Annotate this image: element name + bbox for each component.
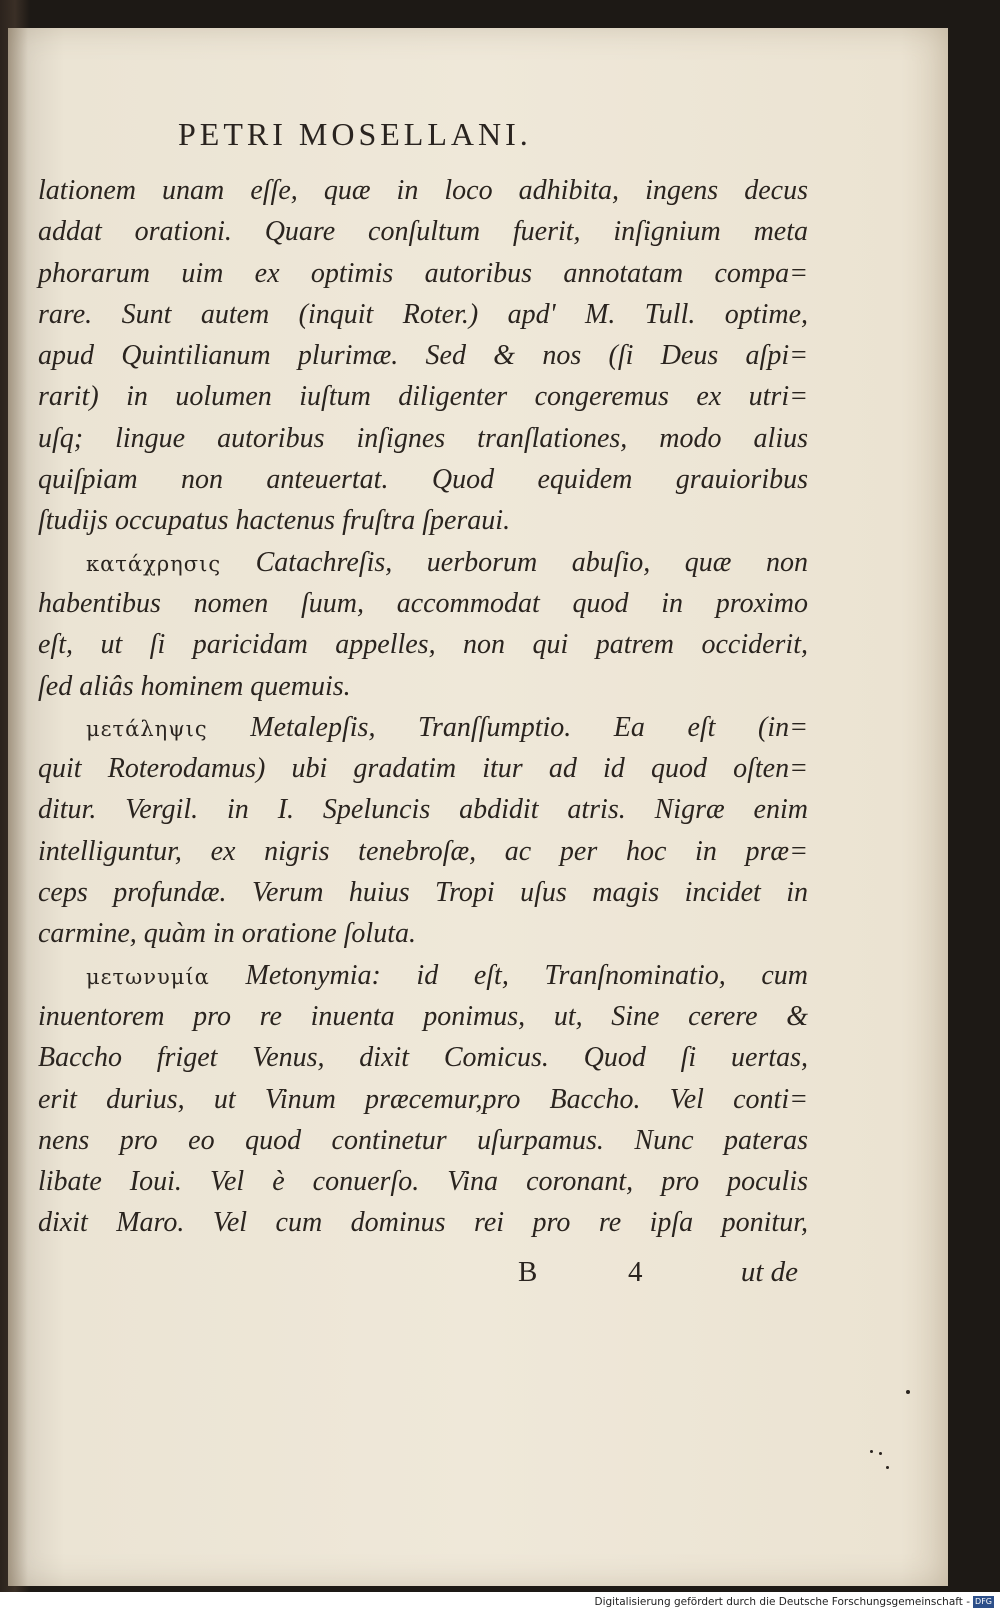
text-line: nens pro eo quod continetur uſurpamus. Nunc pateras — [38, 1124, 808, 1156]
signature-mark: B — [518, 1256, 538, 1288]
entry-text: Catachreſis, uerborum abuſio, quæ non — [255, 546, 808, 578]
running-title: PETRI MOSELLANI. — [178, 116, 532, 152]
text-line: lationem unam eſſe, quæ in loco adhibita, ingens decus — [38, 175, 808, 206]
signature-number: 4 — [628, 1256, 643, 1288]
text-line: quiſpiam non anteuertat. Quod equidem grauioribus — [38, 464, 808, 496]
body-text — [38, 170, 808, 1244]
ink-speck — [879, 1452, 882, 1455]
text-line: rare. Sunt autem (inquit Roter.) apd' M. Tull. optime, — [38, 298, 808, 330]
text-line: ſtudijs occupatus hactenus fruſtra ſperaui. — [38, 505, 511, 537]
text-line: erit durius, ut Vinum præcemur,pro Baccho. Vel conti= — [38, 1083, 808, 1115]
text-line: libate Ioui. Vel è conuerſo. Vina coronant, pro poculis — [38, 1166, 808, 1198]
text-line: intelliguntur, ex nigris tenebroſæ, ac per hoc in præ= — [38, 835, 808, 867]
text-line: apud Quintilianum plurimæ. Sed & nos (ſi Deus aſpi= — [38, 340, 808, 372]
signature-line — [518, 1256, 798, 1289]
greek-term: μετάληψις — [86, 716, 208, 741]
text-line — [38, 707, 808, 748]
text-line: phorarum uim ex optimis autoribus annotatam compa= — [38, 257, 808, 289]
text-line — [38, 542, 808, 583]
entry-text: Metalepſis, Tranſſumptio. Ea eſt (in= — [250, 711, 809, 743]
text-line: Baccho friget Venus, dixit Comicus. Quod ſi uertas, — [38, 1042, 808, 1074]
text-line: quit Roterodamus) ubi gradatim itur ad id quod oſten= — [38, 753, 808, 785]
text-line: carmine, quàm in oratione ſoluta. — [38, 918, 416, 950]
dfg-logo: DFG — [975, 1597, 992, 1606]
book-page — [8, 28, 948, 1586]
entry-text: Metonymia: id eſt, Tranſnominatio, cum — [245, 959, 808, 991]
ink-speck — [870, 1450, 873, 1453]
text-line: ditur. Vergil. in I. Speluncis abdidit atris. Nigræ enim — [38, 794, 808, 826]
text-line: habentibus nomen ſuum, accommodat quod in proximo — [38, 587, 808, 619]
text-line: ceps profundæ. Verum huius Tropi uſus magis incidet in — [38, 877, 808, 909]
ink-speck — [906, 1390, 910, 1394]
greek-term: κατάχρησις — [86, 551, 222, 576]
text-line: inuentorem pro re inuenta ponimus, ut, Sine cerere & — [38, 1000, 808, 1032]
greek-term: μετωνυμία — [86, 964, 210, 989]
text-line: uſq; lingue autoribus inſignes tranſlationes, modo alius — [38, 422, 808, 454]
ink-speck — [886, 1466, 889, 1469]
text-line: ſed aliâs hominem quemuis. — [38, 670, 351, 702]
text-line: addat orationi. Quare conſultum fuerit, inſignium meta — [38, 216, 808, 248]
text-line: eſt, ut ſi paricidam appelles, non qui patrem occiderit, — [38, 629, 808, 661]
digitization-credit — [0, 1592, 1000, 1612]
credit-text: Digitalisierung gefördert durch die Deutsche Forschungsgemeinschaft - — [594, 1596, 971, 1608]
text-line: dixit Maro. Vel cum dominus rei pro re ipſa ponitur, — [38, 1207, 808, 1239]
text-line: rarit) in uolumen iuſtum diligenter congeremus ex utri= — [38, 381, 808, 413]
text-line — [38, 955, 808, 996]
catchword: ut de — [740, 1256, 798, 1288]
